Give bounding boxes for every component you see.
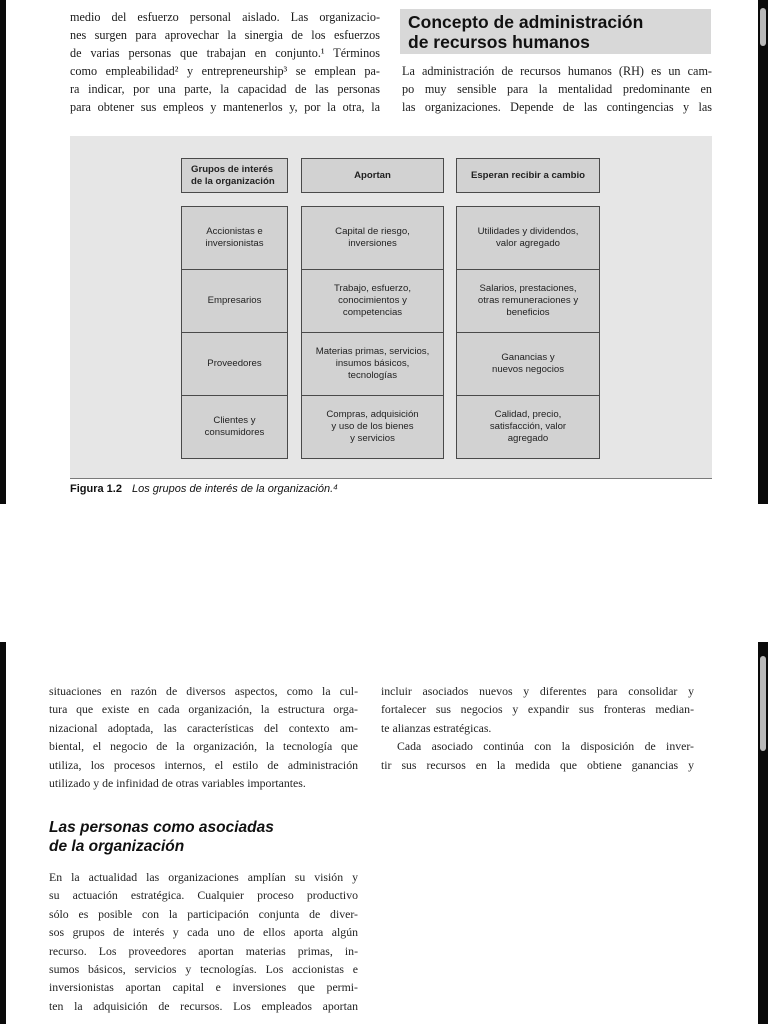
figure-cell-expectation: Utilidades y dividendos, valor agregado bbox=[456, 206, 600, 270]
text-line: sos grupos de interés y cada uno de ellos aporta algún bbox=[49, 925, 358, 940]
text-line: Cada asociado continúa con la disposición de inver- bbox=[397, 739, 694, 754]
text-line: La administración de recursos humanos (RH) es un cam- bbox=[402, 64, 712, 78]
section-title-line: Concepto de administración bbox=[408, 12, 644, 32]
text-line: utilizado y de infinidad de otras variables importantes. bbox=[49, 776, 306, 791]
text-line: biental, el negocio de la organización, la tecnología que bbox=[49, 739, 358, 754]
figure-cell-group: Proveedores bbox=[181, 332, 288, 396]
text-line: ten la adquisición de recursos. Los empleados aportan bbox=[49, 998, 358, 1013]
page-1 bbox=[0, 0, 768, 504]
left-paragraph-2 bbox=[49, 868, 358, 1015]
figure-cell-expectation: Salarios, prestaciones, otras remuneraciones y beneficios bbox=[456, 269, 600, 333]
text-line: utiliza, los procesos internos, el estilo de administración bbox=[49, 757, 358, 772]
figure-header-expect: Esperan recibir a cambio bbox=[456, 158, 600, 193]
text-line: medio del esfuerzo personal aislado. Las organizacio- bbox=[70, 10, 380, 24]
section-title-box bbox=[400, 9, 711, 54]
text-line: recurso. Los proveedores aportan materias primas, in- bbox=[49, 943, 358, 958]
figure-cell-expectation: Calidad, precio, satisfacción, valor agregado bbox=[456, 395, 600, 459]
page-left-edge bbox=[0, 0, 6, 504]
page-right-edge bbox=[758, 0, 768, 504]
left-column-text bbox=[70, 8, 380, 116]
figure-cell-group: Accionistas e inversionistas bbox=[181, 206, 288, 270]
page-right-edge bbox=[758, 642, 768, 1024]
text-line: tir sus recursos en la medida que obtiene ganancias y bbox=[381, 757, 694, 772]
figure-caption bbox=[70, 483, 338, 495]
text-line: sumos básicos, servicios y tecnologías. Los accionistas e bbox=[49, 962, 358, 977]
stakeholder-figure bbox=[70, 136, 712, 478]
figure-cell-group: Empresarios bbox=[181, 269, 288, 333]
text-line: para obtener sus empleos y mantenerlos y, por la otra, la bbox=[70, 100, 380, 114]
figure-cell-contribution: Capital de riesgo, inversiones bbox=[301, 206, 444, 270]
figure-cell-contribution: Compras, adquisición y uso de los bienes y servicios bbox=[301, 395, 444, 459]
section-title-line: de recursos humanos bbox=[408, 32, 590, 52]
text-line: tura que existe en cada organización, la estructura orga- bbox=[49, 702, 358, 717]
text-line: fortalecer sus negocios y expandir sus fronteras median- bbox=[381, 702, 694, 717]
figure-caption-number: Figura 1.2 bbox=[70, 483, 122, 495]
scrollbar-thumb[interactable] bbox=[760, 656, 766, 751]
subheading-line: de la organización bbox=[49, 838, 185, 855]
text-line: nizacional adoptada, las características del contexto am- bbox=[49, 720, 358, 735]
text-line: po muy sensible para la mentalidad predominante en bbox=[402, 82, 712, 96]
subheading bbox=[49, 818, 274, 856]
text-line: las organizaciones. Depende de las contingencias y las bbox=[402, 100, 712, 114]
right-column-text bbox=[402, 62, 712, 116]
figure-header-groups: Grupos de interés de la organización bbox=[181, 158, 288, 193]
text-line: sólo es posible con la participación conjunta de diver- bbox=[49, 906, 358, 921]
figure-divider bbox=[70, 478, 712, 479]
figure-header-contribute: Aportan bbox=[301, 158, 444, 193]
text-line: En la actualidad las organizaciones amplían su visión y bbox=[49, 870, 358, 884]
subheading-line: Las personas como asociadas bbox=[49, 819, 274, 836]
text-line: de varias personas que trabajan en conjunto.¹ Términos bbox=[70, 46, 380, 60]
figure-cell-expectation: Ganancias y nuevos negocios bbox=[456, 332, 600, 396]
text-line: te alianzas estratégicas. bbox=[381, 720, 492, 735]
text-line: situaciones en razón de diversos aspectos, como la cul- bbox=[49, 684, 358, 698]
text-line: ra indicar, por una parte, la capacidad de las personas bbox=[70, 82, 380, 96]
figure-cell-contribution: Materias primas, servicios, insumos básicos, tecnologías bbox=[301, 332, 444, 396]
scrollbar-thumb[interactable] bbox=[760, 8, 766, 46]
page-left-edge bbox=[0, 642, 6, 1024]
figure-cell-group: Clientes y consumidores bbox=[181, 395, 288, 459]
text-line: incluir asociados nuevos y diferentes para consolidar y bbox=[381, 684, 694, 698]
figure-cell-contribution: Trabajo, esfuerzo, conocimientos y competencias bbox=[301, 269, 444, 333]
text-line: inversionistas aportan capital e inversiones que permi- bbox=[49, 980, 358, 995]
text-line: como empleabilidad² y entrepreneurship³ se emplean pa- bbox=[70, 64, 380, 78]
right-column-text bbox=[381, 682, 694, 774]
text-line: su actuación estratégica. Cualquier proceso productivo bbox=[49, 888, 358, 903]
text-line: nes surgen para aprovechar la sinergia de los esfuerzos bbox=[70, 28, 380, 42]
left-column-text bbox=[49, 682, 358, 792]
page-2 bbox=[0, 642, 768, 1024]
figure-caption-text: Los grupos de interés de la organización.⁴ bbox=[131, 483, 338, 495]
